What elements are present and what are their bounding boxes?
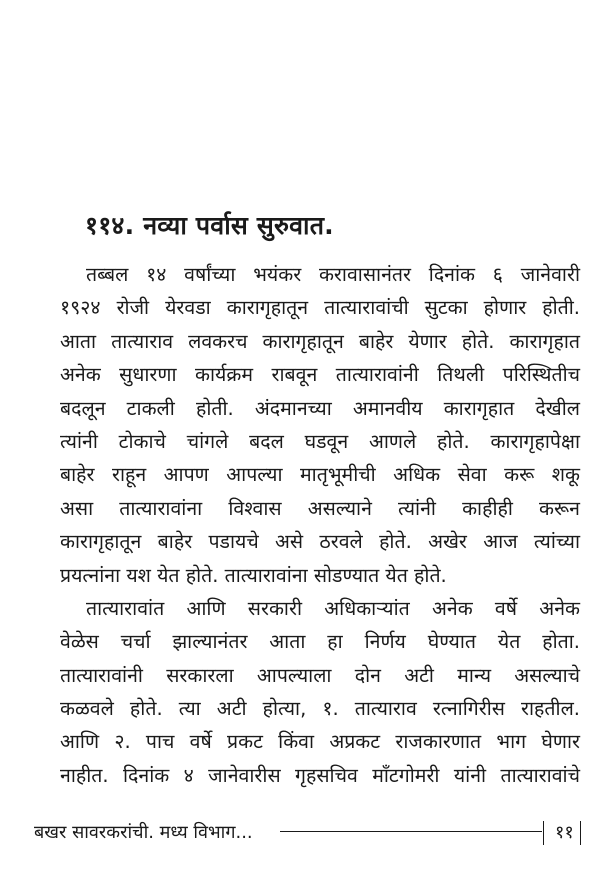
text-line: आता तात्याराव लवकरच कारागृहातून बाहेर येणार होते. कारागृहात: [60, 329, 580, 353]
page-number: ११: [555, 822, 574, 843]
text-line: त्यांनी टोकाचे चांगले बदल घडवून आणले होते. कारागृहापेक्षा: [60, 429, 580, 453]
text-line: कळवले होते. त्या अटी होत्या, १. तात्याराव रत्नागिरीस राहतील.: [60, 697, 580, 721]
footer-divider-left: [543, 821, 544, 845]
text-line: नाहीत. दिनांक ४ जानेवारीस गृहसचिव मॉंटगोमरी यांनी तात्यारावांचे: [60, 763, 580, 787]
page-footer: [34, 818, 582, 848]
text-line: बाहेर राहून आपण आपल्या मातृभूमीची अधिक सेवा करू शकू: [60, 463, 580, 487]
text-line: असा तात्यारावांना विश्वास असल्याने त्यांनी काहीही करून: [60, 496, 580, 520]
text-line: तात्यारावांनी सरकारला आपल्याला दोन अटी मान्य असल्याचे: [60, 663, 580, 687]
footer-book-title: बखर सावरकरांची. मध्य विभाग...: [34, 822, 253, 843]
paragraph-1: [60, 258, 580, 592]
text-line: तब्बल १४ वर्षांच्या भयंकर करावासानंतर दिनांक ६ जानेवारी: [86, 263, 580, 286]
text-line: तात्यारावांत आणि सरकारी अधिकाऱ्यांत अनेक वर्षे अनेक: [86, 596, 580, 620]
footer-rule: [280, 831, 542, 832]
text-line: प्रयत्नांना यश येत होते. तात्यारावांना सोडण्यात येत होते.: [60, 563, 447, 587]
paragraph-2: [60, 592, 580, 792]
text-line: वेळेस चर्चा झाल्यानंतर आता हा निर्णय घेण्यात येत होता.: [60, 630, 580, 654]
text-line: आणि २. पाच वर्षे प्रकट किंवा अप्रकट राजकारणात भाग घेणार: [60, 730, 580, 754]
footer-divider-right: [580, 821, 581, 845]
body-text: [60, 258, 580, 792]
text-line: कारागृहातून बाहेर पडायचे असे ठरवले होते. अखेर आज त्यांच्या: [60, 530, 580, 554]
text-line: १९२४ रोजी येरवडा कारागृहातून तात्यारावांची सुटका होणार होती.: [60, 296, 580, 320]
text-line: बदलून टाकली होती. अंदमानच्या अमानवीय कारागृहात देखील: [60, 396, 580, 420]
text-line: अनेक सुधारणा कार्यक्रम राबवून तात्यारावांनी तिथली परिस्थितीच: [60, 363, 580, 387]
chapter-title: ११४. नव्या पर्वास सुरुवात.: [85, 211, 334, 240]
